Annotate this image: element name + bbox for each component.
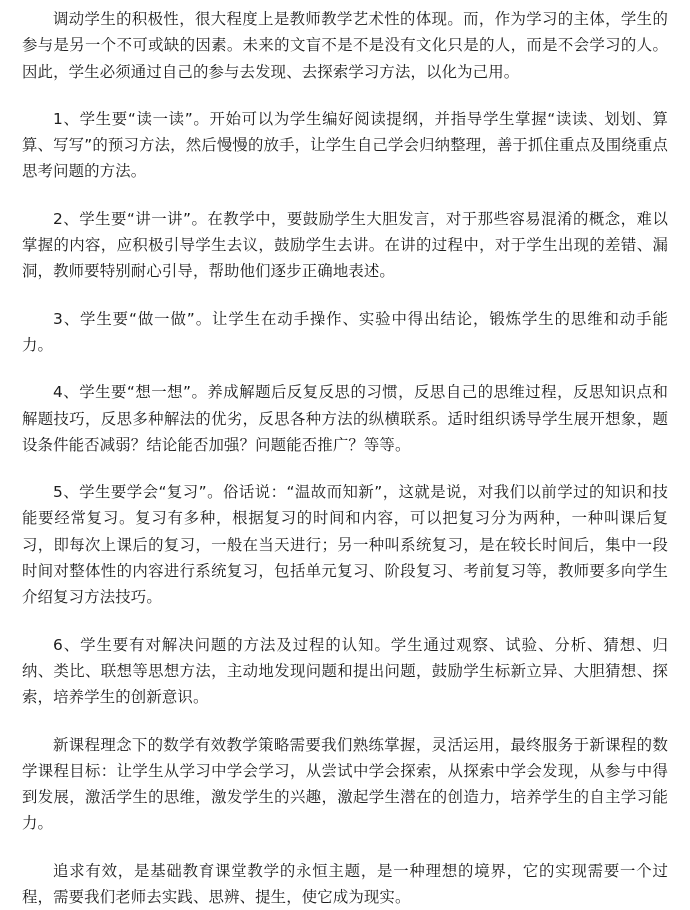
point-2-speak-paragraph: 2、学生要“讲一讲”。在教学中，要鼓励学生大胆发言，对于那些容易混淆的概念，难以掌握的内容，应积极引导学生去议，鼓励学生去讲。在讲的过程中，对于学生出现的差错、漏洞，教师要特别耐心引导，帮助他们逐步正确地表述。 <box>22 209 668 281</box>
point-4-think-paragraph: 4、学生要“想一想”。养成解题后反复反思的习惯，反思自己的思维过程，反思知识点和解题技巧，反思多种解法的优劣，反思各种方法的纵横联系。适时组织诱导学生展开想象，题设条件能否减弱？结论能否加强？问题能否推广？等等。 <box>22 383 668 454</box>
point-6-cognition-paragraph: 6、学生要有对解决问题的方法及过程的认知。学生通过观察、试验、分析、猜想、归纳、类比、联想等思想方法，主动地发现问题和提出问题，鼓励学生标新立异、大胆猜想、探索，培养学生的创新意识。 <box>22 635 668 707</box>
point-3-do-paragraph: 3、学生要“做一做”。让学生在动手操作、实验中得出结论，锻炼学生的思维和动手能力。 <box>22 309 668 354</box>
point-1-read-paragraph: 1、学生要“读一读”。开始可以为学生编好阅读提纲，并指导学生掌握“读读、划划、算算、写写”的预习方法，然后慢慢的放手，让学生自己学会归纳整理，善于抓住重点及围绕重点思考问题的方法。 <box>22 109 668 181</box>
curriculum-goal-paragraph: 新课程理念下的数学有效教学策略需要我们熟练掌握，灵活运用，最终服务于新课程的数学课程目标：让学生从学习中学会学习，从尝试中学会探索，从探索中学会发现，从参与中得到发展，激活学生的思维，激发学生的兴趣，激起学生潜在的创造力，培养学生的自主学习能力。 <box>22 735 668 833</box>
intro-paragraph: 调动学生的积极性，很大程度上是教师教学艺术性的体现。而，作为学习的主体，学生的参与是另一个不可或缺的因素。未来的文盲不是不是没有文化只是的人，而是不会学习的人。因此，学生必须通过自己的参与去发现、去探索学习方法，以化为己用。 <box>22 10 668 81</box>
point-5-review-paragraph: 5、学生要学会“复习”。俗话说：“温故而知新”，这就是说，对我们以前学过的知识和技能要经常复习。复习有多种，根据复习的时间和内容，可以把复习分为两种，一种叫课后复习，即每次上课后的复习，一般在当天进行；另一种叫系统复习，是在较长时间后，集中一段时间对整体性的内容进行系统复习，包括单元复习、阶段复习、考前复习等，教师要多向学生介绍复习方法技巧。 <box>22 483 668 607</box>
conclusion-paragraph: 追求有效，是基础教育课堂教学的永恒主题，是一种理想的境界，它的实现需要一个过程，需要我们老师去实践、思辨、提生，使它成为现实。 <box>22 861 668 907</box>
